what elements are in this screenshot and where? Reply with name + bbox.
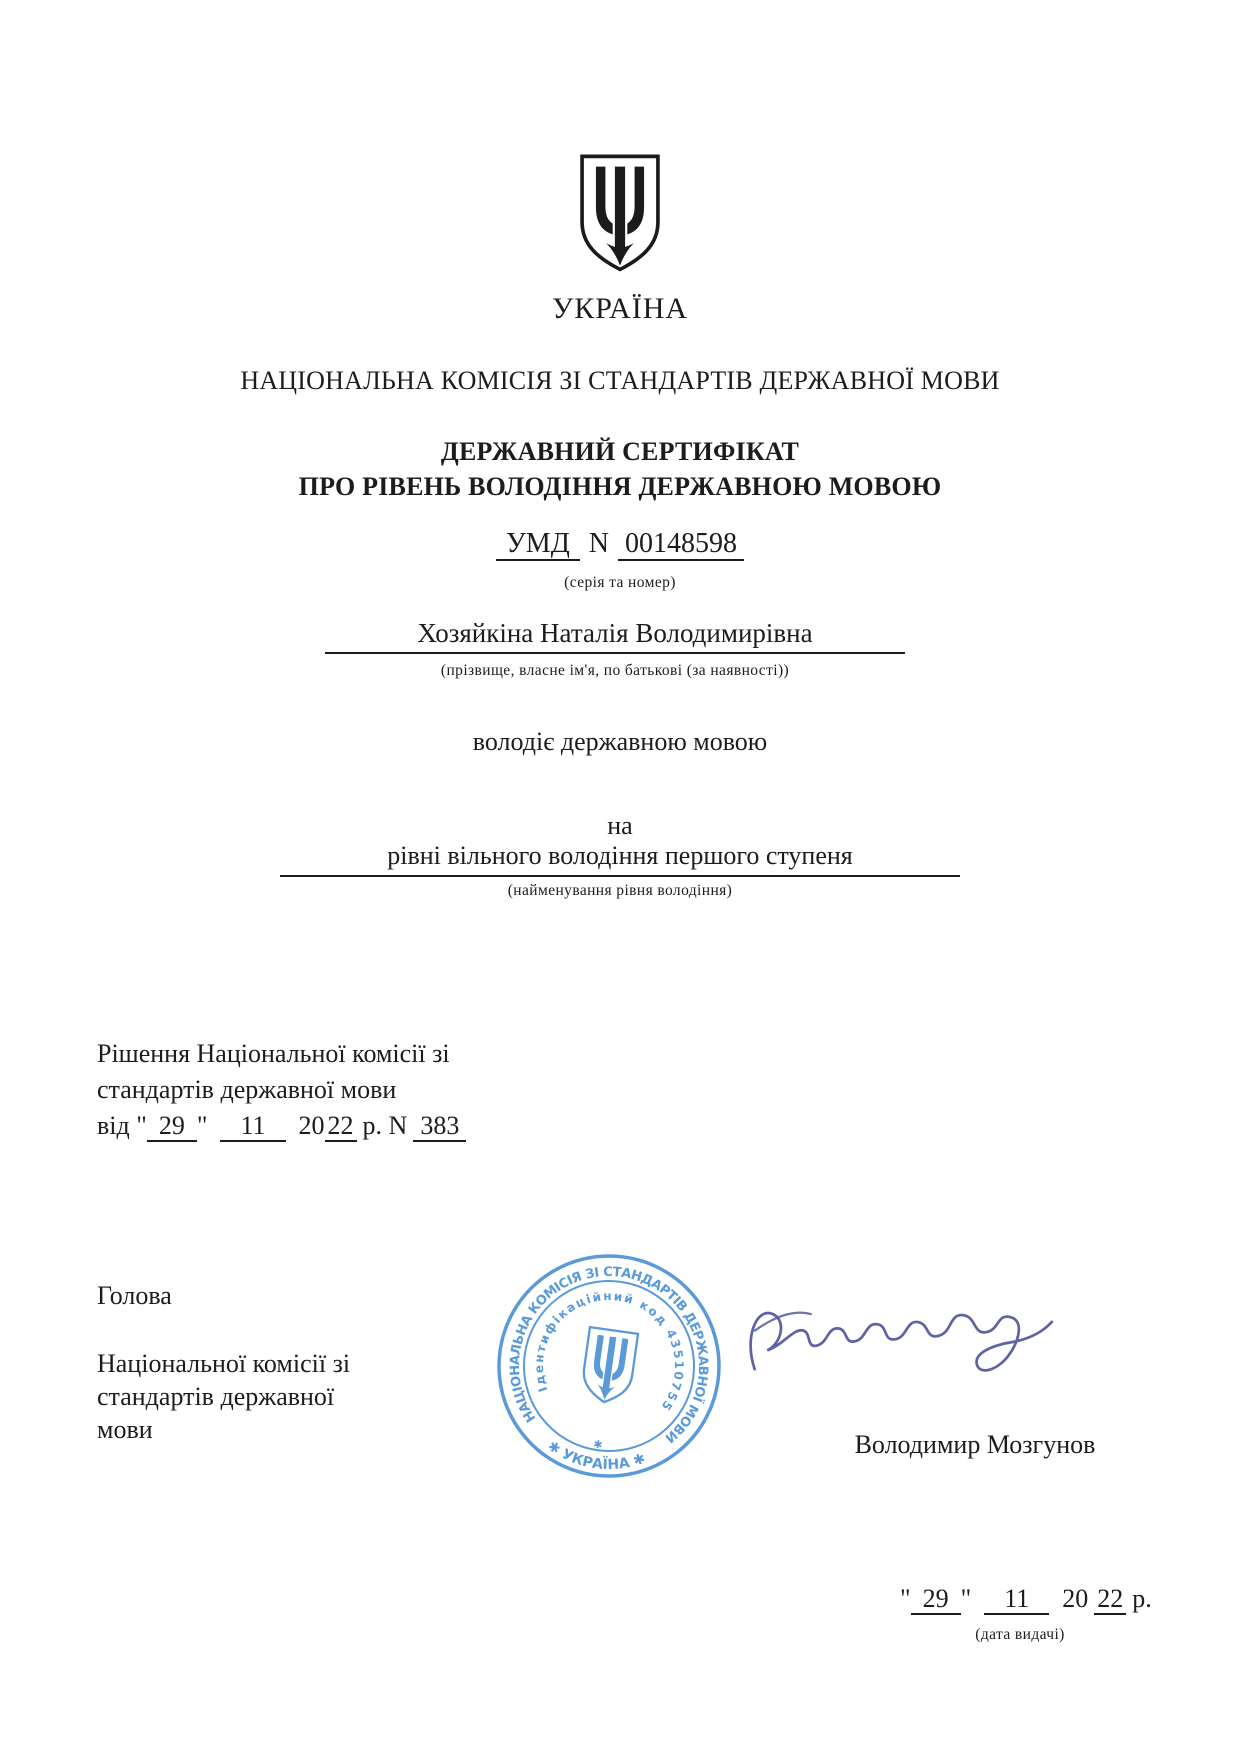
signatory-position-line3: стандартів державної [97, 1382, 335, 1411]
signatory-position-line2: Національної комісії зі [97, 1349, 351, 1378]
stamp-ring-text: НАЦІОНАЛЬНА КОМІСІЯ ЗІ СТАНДАРТІВ ДЕРЖАВНОЇ МОВИ [507, 1264, 711, 1446]
stamp-trident-icon [580, 1327, 638, 1405]
commission-name: НАЦІОНАЛЬНА КОМІСІЯ ЗІ СТАНДАРТІВ ДЕРЖАВНОЇ МОВИ [240, 366, 1000, 395]
official-round-stamp [479, 1236, 739, 1496]
issue-century: 20 [1062, 1584, 1089, 1613]
signature [729, 1257, 1076, 1425]
decision-month: 11 [220, 1112, 285, 1142]
decision-day: 29 [147, 1112, 197, 1142]
decision-from-label: від [97, 1111, 130, 1140]
decision-line1: Рішення Національної комісії зі [97, 1039, 450, 1068]
issue-close-quote: " [960, 1584, 972, 1613]
decision-close-quote: " [196, 1111, 208, 1140]
holder-name: Хозяйкіна Наталія Володимирівна [325, 618, 905, 654]
issue-date-line [900, 1584, 1152, 1615]
certificate-title-line2: ПРО РІВЕНЬ ВОЛОДІННЯ ДЕРЖАВНОЮ МОВОЮ [298, 472, 942, 501]
signatory-name: Володимир Мозгунов [854, 1430, 1096, 1459]
issue-suffix: р. [1132, 1584, 1152, 1613]
decision-year: 22 [325, 1112, 357, 1142]
decision-line2: стандартів державної мови [97, 1075, 397, 1104]
serial-row [0, 528, 1240, 561]
stamp-center-mark: ✱ [592, 1437, 604, 1452]
signatory-position-block [97, 1347, 350, 1446]
issue-date-caption: (дата видачі) [975, 1626, 1065, 1643]
decision-suffix: р. N [362, 1111, 408, 1140]
decision-block [97, 1036, 466, 1144]
holder-name-caption: (прізвище, власне ім'я, по батькові (за наявності)) [440, 662, 790, 679]
possesses-statement: володіє державною мовою [472, 727, 768, 756]
serial-number-sign: N [588, 528, 610, 559]
proficiency-level-caption: (найменування рівня володіння) [507, 882, 733, 899]
issue-day: 29 [911, 1585, 961, 1615]
ukraine-trident-emblem-icon [576, 152, 664, 276]
issue-open-quote: " [900, 1584, 911, 1613]
stamp-seal-icon [479, 1236, 739, 1496]
serial-series: УМД [496, 529, 580, 561]
signatory-position-line4: мови [97, 1415, 153, 1444]
signature-ink-icon [729, 1257, 1076, 1425]
signatory-position-title: Голова [97, 1281, 172, 1310]
proficiency-level: рівні вільного володіння першого ступеня [280, 841, 960, 877]
issue-year: 22 [1094, 1585, 1126, 1615]
decision-date-line [97, 1108, 466, 1144]
certificate-title [0, 434, 1240, 504]
decision-open-quote: " [136, 1111, 147, 1140]
serial-caption: (серія та номер) [564, 574, 676, 591]
stamp-inner-text: Ідентифікаційний код 43510755 [531, 1288, 687, 1413]
stamp-bottom-text: ✱ УКРАЇНА ✱ [544, 1438, 648, 1474]
level-preposition: на [607, 811, 633, 840]
decision-number: 383 [413, 1112, 466, 1142]
country-name: УКРАЇНА [551, 292, 689, 325]
certificate-title-line1: ДЕРЖАВНИЙ СЕРТИФІКАТ [440, 437, 800, 466]
decision-century: 20 [298, 1111, 325, 1140]
serial-number: 00148598 [618, 529, 744, 561]
issue-month: 11 [984, 1585, 1049, 1615]
